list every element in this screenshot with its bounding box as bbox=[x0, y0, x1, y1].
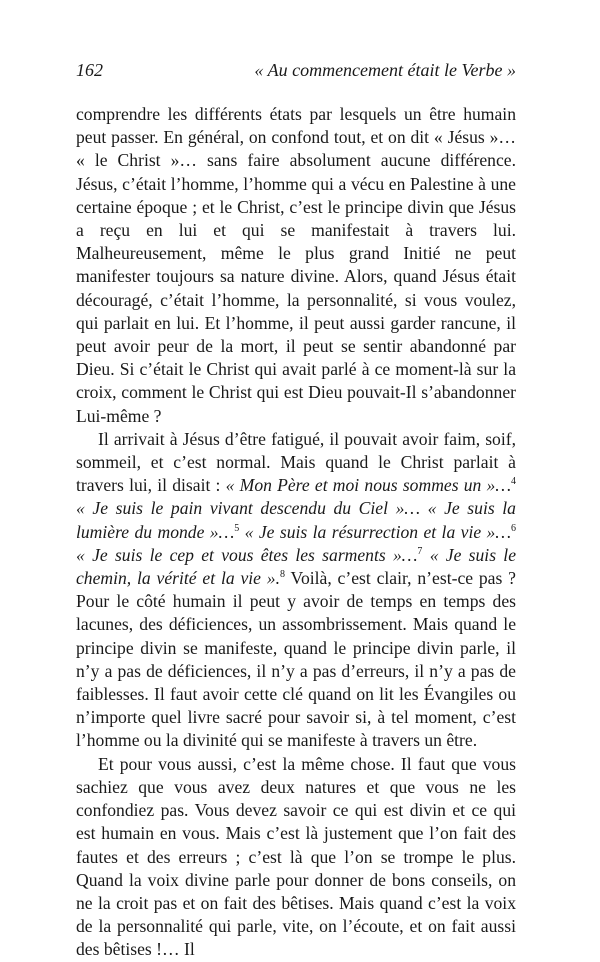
paragraph-2 bbox=[76, 428, 516, 753]
quote-resurrection: « Je suis la résurrection et la vie »… bbox=[244, 521, 511, 542]
footnote-ref-6[interactable]: 6 bbox=[510, 522, 516, 534]
footnote-ref-5[interactable]: 5 bbox=[234, 522, 240, 534]
paragraph-1: comprendre les différents états par lesquels un être humain peut passer. En général, on confond tout, et on dit « Jésus »… « le Christ »… sans faire absolument aucune différence. Jésus, c’était l’homme, l’homme qui a vécu en Palestine à une certaine époque ; et le Christ, c’est le principe divin que Jésus a reçu en lui et qui se manifestait à travers lui. Malheureusement, même le plus grand Initié ne peut manifester toujours sa nature divine. Alors, quand Jésus était découragé, c’était l’homme, la personnalité, si vous voulez, qui parlait en lui. Et l’homme, il peut aussi garder rancune, il peut avoir peur de la mort, il peut se sentir abandonné par Dieu. Si c’était le Christ qui avait parlé à ce moment-là sur la croix, comment le Christ qui est Dieu pouvait-Il s’abandonner Lui-même ? bbox=[76, 104, 516, 426]
footnote-ref-7[interactable]: 7 bbox=[417, 546, 423, 557]
paragraph-3: Et pour vous aussi, c’est la même chose. Il faut que vous sachiez que vous avez deux natures et que vous ne les confondiez pas. Vous devez savoir ce qui est divin et ce qui est humain en vous. Mais c’est là justement que l’on fait des fautes et des erreurs ; c’est là que l’on se trompe le plus. Quand la voix divine parle pour donner de bons conseils, on ne la croit pas et on fait des bêtises. Mais quand c’est la voix de la personnalité qui parle, vite, on l’écoute, et on fait aussi des bêtises !… Il bbox=[76, 753, 516, 960]
quote-father: « Mon Père et moi nous sommes un »… bbox=[225, 475, 511, 496]
running-title: « Au commencement était le Verbe » bbox=[254, 60, 516, 80]
quote-way: « Je suis le chemin, la vérité et la vie ». bbox=[76, 544, 517, 589]
quote-light: « Je suis la lumière du monde »… bbox=[76, 498, 516, 542]
page-header bbox=[76, 60, 516, 81]
footnote-ref-8[interactable]: 8 bbox=[280, 569, 285, 581]
body-text bbox=[76, 103, 516, 962]
paragraph-2-intro: Il arrivait à Jésus d’être fatigué, il pouvait avoir faim, soif, sommeil, et c’est normal. Mais quand le Christ parlait à travers lui, il disait : bbox=[76, 428, 516, 496]
quote-bread: « Je suis le pain vivant descendu du Ciel »… bbox=[76, 498, 421, 519]
paragraph-2-rest: Voilà, c’est clair, n’est-ce pas ? Pour le côté humain il peut y avoir de temps en temps des lacunes, des déficiences, un assombrissement. Mais quand le principe divin se manifeste, quand le principe divin parle, il n’y a pas de déficiences, il n’y a pas d’erreurs, il n’y a pas de faiblesses. Il faut avoir cette clé quand on lit les Évangiles ou n’importe quel livre sacré pour savoir si, à tel moment, c’est l’homme ou la divinité qui se manifeste à travers un être. bbox=[76, 568, 516, 751]
page-number: 162 bbox=[76, 60, 103, 80]
footnote-ref-4[interactable]: 4 bbox=[511, 476, 516, 488]
quote-vine: « Je suis le cep et vous êtes les sarments »… bbox=[76, 544, 418, 565]
